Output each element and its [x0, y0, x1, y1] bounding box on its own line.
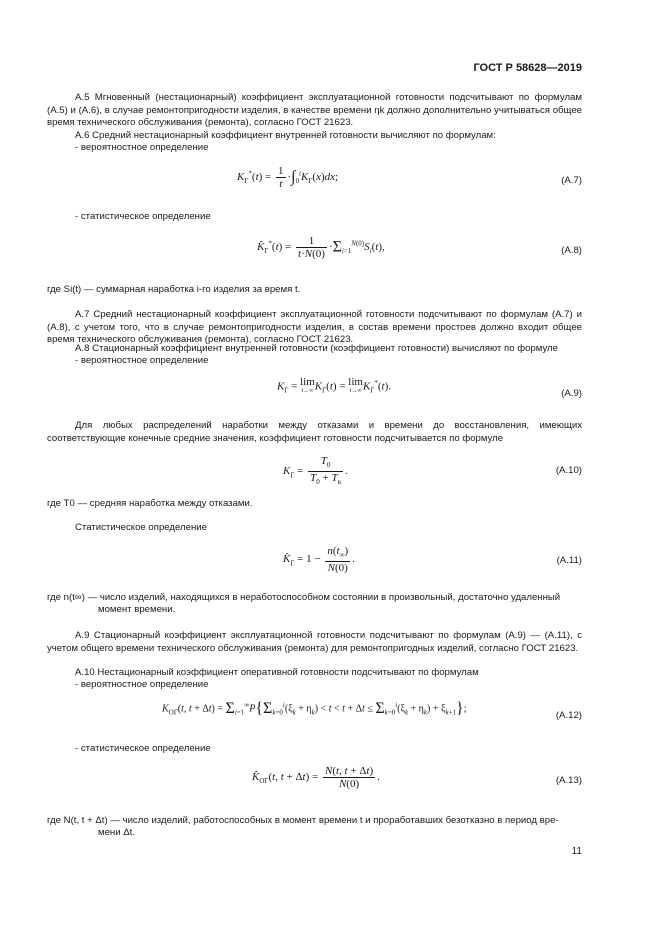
standard-header: ГОСТ Р 58628—2019	[473, 62, 582, 74]
paragraph-a7: А.7 Средний нестационарный коэффициент эксплуатационной готовности подсчитывают по формулам (А.7) и (А.8), с учетом того, что в случае ремонтопригодности изделия, в состав времени простоев должно входит общее время технического обслуживания (ремонта), согласно ГОСТ 21623.	[47, 309, 582, 345]
equation-a13: $K̂_{ОГ}(t$, t + Δt) = $\frac{N(t, t + \Delta t)}{N(0)}$ . (А.13)	[252, 765, 582, 790]
equation-a7: $K_Г^*(t)$ = $\frac{1}{t}$ $\cdot\int_0^tK_Г(x)dx$; (А.7)	[237, 165, 582, 190]
equation-a11: $K̂_Г = 1$ − $\frac{n(t_\infty)}{N(0)}$ . (А.11)	[283, 545, 582, 575]
prob-definition-1: - вероятностное определение	[75, 142, 209, 153]
stat-definition-1: - статистическое определение	[75, 211, 211, 222]
stat-definition-heading: Статистическое определение	[75, 522, 207, 533]
stat-definition-3: - статистическое определение	[75, 743, 211, 754]
equation-a9: $K_Г = \lim$ t→∞ $K_Г(t) = \lim$ t→∞ $K_Г^*(t)$. (А.9)	[277, 376, 582, 399]
paragraph-a6: А.6 Средний нестационарный коэффициент внутренней готовности вычисляют по формулам:	[75, 130, 496, 141]
equation-number: (А.10)	[555, 465, 582, 476]
where-a11: где n(t∞) — число изделий, находящихся в неработоспособном состоянии в произвольный, достаточно удаленный	[47, 592, 561, 603]
equation-number: (А.9)	[561, 388, 582, 399]
paragraph-any-distribution: Для любых распределений наработки между отказами и времени до восстановления, имеющих соответствующие конечные средние значения, коэффициент готовности подсчитывается по формуле	[47, 420, 582, 444]
prob-definition-2: - вероятностное определение	[75, 355, 209, 366]
where-a13-continued: мени Δt.	[98, 827, 135, 838]
equation-number: (А.12)	[555, 710, 582, 721]
where-a13: где N(t, t + Δt) — число изделий, работоспособных в момент времени t и проработавших безотказно в период вре-	[47, 815, 559, 826]
paragraph-a10: А.10 Нестационарный коэффициент оперативной готовности подсчитывают по формулам	[75, 667, 479, 678]
equation-number: (А.11)	[556, 555, 582, 566]
paragraph-a9: А.9 Стационарный коэффициент эксплуатационной готовности подсчитывают по формулам (А.9) — (А.11), с учетом общего времени технического обслуживания (ремонта) для ремонтопригодных изделий, согласно ГОСТ 21623.	[47, 630, 582, 654]
equation-a12: $K_{ОГ}(t$, $t + \Delta t) = \Sigma_{i=1}^\infty P\{\Sigma_{k=0}^i(\xi_k + \eta_k) < t < t + \Delta t \le \Sigma_{k=0}^i(\xi_k + \eta_k) + \xi_{k+1}\}$; (А.12)	[162, 700, 582, 721]
where-a11-continued: момент времени.	[98, 604, 176, 615]
where-a10: где T0 — средняя наработка между отказами.	[47, 498, 253, 509]
paragraph-a5: А.5 Мгновенный (нестационарный) коэффициент эксплуатационной готовности подсчитывают по формулам (А.5) и (А.6), в случае ремонтопригодности изделия, в качестве времени ηk должно дополнительно учитываться общее время технического обслуживания (ремонта), согласно ГОСТ 21623.	[47, 92, 582, 128]
where-a8: где Si(t) — суммарная наработка i-го изделия за время t.	[47, 284, 301, 295]
equation-number: (А.7)	[561, 175, 582, 186]
prob-definition-3: - вероятностное определение	[75, 679, 209, 690]
equation-number: (А.13)	[555, 775, 582, 786]
paragraph-a8: А.8 Стационарный коэффициент внутренней готовности (коэффициент готовности) вычисляют по формуле	[75, 343, 558, 354]
equation-number: (А.8)	[561, 245, 582, 256]
equation-a10: $K_Г$ = $\frac{T_0}{T_0 + T_в}$ . (А.10)	[283, 455, 582, 487]
page-number: 11	[571, 846, 582, 857]
equation-a8: $K̂_Г^*(t)$ = $\frac{1}{t\cdot N(0)}$ $\cdot\Sigma_{i=1}^{N(0)}S_i(t)$, (А.8)	[257, 235, 582, 260]
